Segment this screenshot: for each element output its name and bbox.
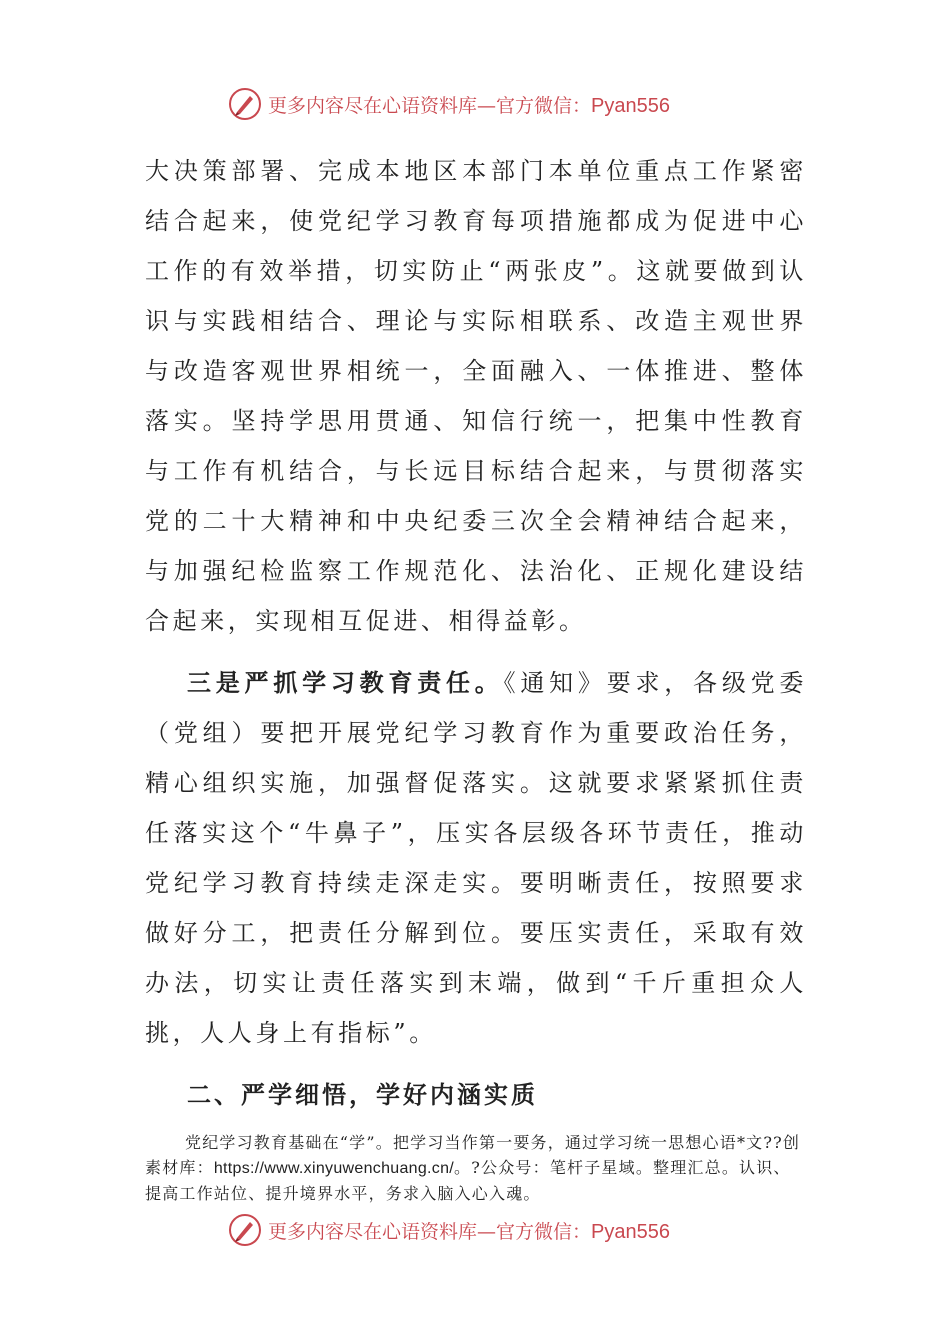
small-text-b: 。?公众号：笔杆子星域。整理汇总。认识、提高工作站位、提升境界水平，务求入脑入心入魂。 [145, 1158, 791, 1203]
watermark-text: 更多内容尽在心语资料库—官方微信：Pyan556 [268, 94, 670, 117]
watermark-banner-bottom [228, 1210, 728, 1250]
url-text: https://www.xinyuwenchuang.cn/ [213, 1160, 455, 1177]
pen-logo-icon [228, 1213, 262, 1247]
watermark-banner-top [228, 84, 728, 124]
watermark-text: 更多内容尽在心语资料库—官方微信：Pyan556 [268, 1220, 670, 1243]
section-heading: 二、严学细悟，学好内涵实质 [187, 1080, 538, 1109]
paragraph-continued: 大决策部署、完成本地区本部门本单位重点工作紧密结合起来，使党纪学习教育每项措施都成为促进中心工作的有效举措，切实防止“两张皮”。这就要做到认识与实践相结合、理论与实际相联系、改造主观世界与改造客观世界相统一，全面融入、一体推进、整体落实。坚持学思用贯通、知信行统一，把集中性教育与工作有机结合，与长远目标结合起来，与贯彻落实党的二十大精神和中央纪委三次全会精神结合起来，与加强纪检监察工作规范化、法治化、正规化建设结合起来，实现相互促进、相得益彰。 [145, 157, 807, 635]
paragraph-lead: 三是严抓学习教育责任。 [187, 668, 504, 697]
small-text-a: 党纪学习教育基础在“学”。把学习当作第一要务，通过学习统一思想心语*文??创素材库： [145, 1133, 801, 1177]
pen-logo-icon [228, 87, 262, 121]
paragraph-responsibility [145, 658, 807, 1058]
document-body [145, 146, 807, 1206]
small-paragraph [145, 1130, 807, 1206]
paragraph-body: 《通知》要求，各级党委（党组）要把开展党纪学习教育作为重要政治任务，精心组织实施，加强督促落实。这就要求紧紧抓住责任落实这个“牛鼻子”，压实各层级各环节责任，推动党纪学习教育持续走深走实。要明晰责任，按照要求做好分工，把责任分解到位。要压实责任，采取有效办法，切实让责任落实到末端，做到“千斤重担众人挑，人人身上有指标”。 [145, 669, 807, 1047]
